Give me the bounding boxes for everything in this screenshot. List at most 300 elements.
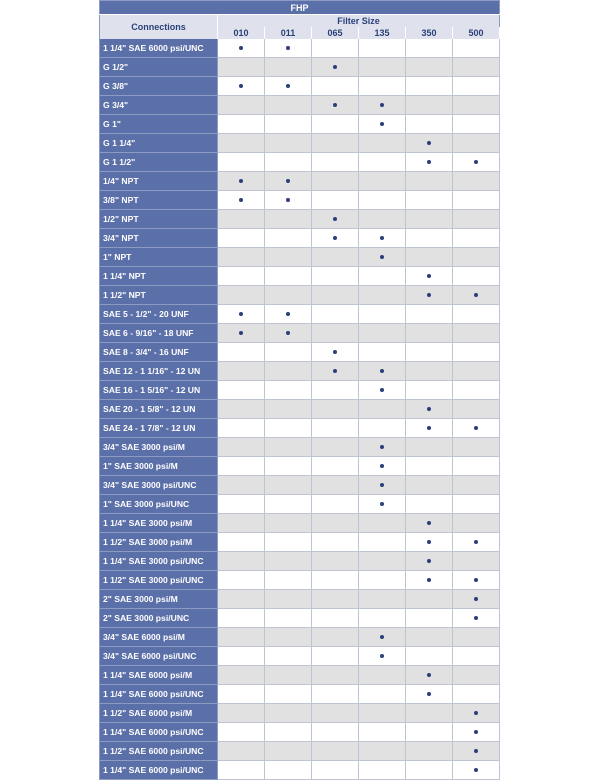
connection-label: G 1 1/2" <box>100 153 218 172</box>
cell-size-010 <box>218 761 265 780</box>
cell-size-350 <box>406 590 453 609</box>
cell-size-065 <box>312 267 359 286</box>
cell-size-350 <box>406 305 453 324</box>
cell-size-010 <box>218 58 265 77</box>
table-row <box>100 153 500 172</box>
compatible-dot-icon <box>474 616 478 620</box>
compatible-dot-icon <box>380 502 384 506</box>
cell-size-135 <box>359 647 406 666</box>
compatible-dot-icon <box>239 84 243 88</box>
cell-size-135 <box>359 286 406 305</box>
cell-size-010 <box>218 495 265 514</box>
cell-size-065 <box>312 761 359 780</box>
cell-size-500 <box>453 533 500 552</box>
cell-size-135 <box>359 571 406 590</box>
cell-size-011 <box>265 476 312 495</box>
cell-size-010 <box>218 419 265 438</box>
cell-size-500 <box>453 191 500 210</box>
cell-size-011 <box>265 723 312 742</box>
cell-size-135 <box>359 134 406 153</box>
cell-size-135 <box>359 476 406 495</box>
cell-size-010 <box>218 191 265 210</box>
cell-size-500 <box>453 362 500 381</box>
cell-size-500 <box>453 457 500 476</box>
cell-size-500 <box>453 495 500 514</box>
compatible-dot-icon <box>286 198 290 202</box>
cell-size-011 <box>265 609 312 628</box>
cell-size-350 <box>406 685 453 704</box>
connection-label: 3/4" SAE 3000 psi/M <box>100 438 218 457</box>
cell-size-065 <box>312 685 359 704</box>
cell-size-500 <box>453 343 500 362</box>
cell-size-350 <box>406 647 453 666</box>
connection-label: 1 1/2" SAE 3000 psi/M <box>100 533 218 552</box>
compatible-dot-icon <box>474 749 478 753</box>
cell-size-500 <box>453 552 500 571</box>
compatible-dot-icon <box>427 673 431 677</box>
cell-size-010 <box>218 666 265 685</box>
cell-size-010 <box>218 153 265 172</box>
table-row <box>100 495 500 514</box>
filter-size-header: Filter Size <box>218 15 500 28</box>
cell-size-065 <box>312 134 359 153</box>
cell-size-010 <box>218 742 265 761</box>
cell-size-135 <box>359 552 406 571</box>
compatible-dot-icon <box>380 635 384 639</box>
cell-size-011 <box>265 514 312 533</box>
cell-size-010 <box>218 723 265 742</box>
cell-size-500 <box>453 153 500 172</box>
compatible-dot-icon <box>380 255 384 259</box>
cell-size-065 <box>312 704 359 723</box>
cell-size-011 <box>265 305 312 324</box>
table-row <box>100 77 500 96</box>
connections-filter-size-table <box>99 0 500 780</box>
cell-size-350 <box>406 77 453 96</box>
cell-size-010 <box>218 172 265 191</box>
cell-size-500 <box>453 438 500 457</box>
cell-size-011 <box>265 419 312 438</box>
cell-size-350 <box>406 343 453 362</box>
cell-size-135 <box>359 58 406 77</box>
cell-size-350 <box>406 362 453 381</box>
compatible-dot-icon <box>474 597 478 601</box>
connection-label: 1 1/4" SAE 6000 psi/UNC <box>100 39 218 58</box>
connection-label: 1/2" NPT <box>100 210 218 229</box>
cell-size-350 <box>406 96 453 115</box>
cell-size-010 <box>218 381 265 400</box>
cell-size-065 <box>312 514 359 533</box>
table-row <box>100 742 500 761</box>
cell-size-010 <box>218 248 265 267</box>
connection-label: 1 1/4" SAE 3000 psi/M <box>100 514 218 533</box>
cell-size-500 <box>453 248 500 267</box>
cell-size-011 <box>265 115 312 134</box>
cell-size-011 <box>265 96 312 115</box>
cell-size-350 <box>406 324 453 343</box>
cell-size-350 <box>406 172 453 191</box>
table-row <box>100 134 500 153</box>
cell-size-011 <box>265 172 312 191</box>
cell-size-065 <box>312 286 359 305</box>
cell-size-065 <box>312 400 359 419</box>
cell-size-350 <box>406 438 453 457</box>
cell-size-065 <box>312 210 359 229</box>
connection-label: 1 1/4" SAE 6000 psi/M <box>100 666 218 685</box>
cell-size-500 <box>453 305 500 324</box>
connection-label: 3/4" SAE 6000 psi/UNC <box>100 647 218 666</box>
cell-size-010 <box>218 324 265 343</box>
table-row <box>100 590 500 609</box>
connection-label: G 3/8" <box>100 77 218 96</box>
connection-label: SAE 8 - 3/4" - 16 UNF <box>100 343 218 362</box>
table-row <box>100 305 500 324</box>
connection-label: G 1 1/4" <box>100 134 218 153</box>
compatible-dot-icon <box>427 578 431 582</box>
compatible-dot-icon <box>333 65 337 69</box>
cell-size-010 <box>218 343 265 362</box>
cell-size-065 <box>312 438 359 457</box>
cell-size-500 <box>453 381 500 400</box>
cell-size-010 <box>218 134 265 153</box>
cell-size-135 <box>359 305 406 324</box>
cell-size-135 <box>359 761 406 780</box>
table-row <box>100 381 500 400</box>
cell-size-135 <box>359 172 406 191</box>
table-row <box>100 172 500 191</box>
cell-size-011 <box>265 552 312 571</box>
connection-label: 1 1/4" SAE 6000 psi/UNC <box>100 761 218 780</box>
cell-size-350 <box>406 191 453 210</box>
cell-size-135 <box>359 362 406 381</box>
cell-size-135 <box>359 115 406 134</box>
table-row <box>100 533 500 552</box>
cell-size-010 <box>218 628 265 647</box>
cell-size-010 <box>218 514 265 533</box>
table-row <box>100 514 500 533</box>
cell-size-135 <box>359 381 406 400</box>
connection-label: 1 1/4" SAE 3000 psi/UNC <box>100 552 218 571</box>
cell-size-350 <box>406 666 453 685</box>
cell-size-350 <box>406 552 453 571</box>
table-row <box>100 628 500 647</box>
cell-size-065 <box>312 305 359 324</box>
cell-size-135 <box>359 400 406 419</box>
cell-size-350 <box>406 571 453 590</box>
cell-size-065 <box>312 609 359 628</box>
cell-size-011 <box>265 495 312 514</box>
cell-size-065 <box>312 381 359 400</box>
cell-size-135 <box>359 248 406 267</box>
cell-size-011 <box>265 628 312 647</box>
cell-size-500 <box>453 419 500 438</box>
compatible-dot-icon <box>286 46 290 50</box>
cell-size-500 <box>453 96 500 115</box>
cell-size-011 <box>265 457 312 476</box>
compatible-dot-icon <box>239 179 243 183</box>
connection-label: G 3/4" <box>100 96 218 115</box>
cell-size-135 <box>359 685 406 704</box>
table-row <box>100 286 500 305</box>
cell-size-350 <box>406 248 453 267</box>
compatible-dot-icon <box>380 388 384 392</box>
cell-size-011 <box>265 666 312 685</box>
cell-size-065 <box>312 647 359 666</box>
cell-size-500 <box>453 571 500 590</box>
cell-size-500 <box>453 628 500 647</box>
cell-size-010 <box>218 39 265 58</box>
compatible-dot-icon <box>333 350 337 354</box>
cell-size-350 <box>406 115 453 134</box>
cell-size-500 <box>453 476 500 495</box>
cell-size-065 <box>312 723 359 742</box>
compatible-dot-icon <box>333 103 337 107</box>
cell-size-500 <box>453 172 500 191</box>
table-row <box>100 609 500 628</box>
cell-size-065 <box>312 590 359 609</box>
cell-size-010 <box>218 647 265 666</box>
compatible-dot-icon <box>380 122 384 126</box>
cell-size-350 <box>406 457 453 476</box>
cell-size-010 <box>218 533 265 552</box>
connection-label: SAE 5 - 1/2" - 20 UNF <box>100 305 218 324</box>
cell-size-135 <box>359 590 406 609</box>
connection-label: 1 1/4" SAE 6000 psi/UNC <box>100 723 218 742</box>
cell-size-065 <box>312 533 359 552</box>
compatible-dot-icon <box>427 426 431 430</box>
table-row <box>100 419 500 438</box>
connection-label: 1/4" NPT <box>100 172 218 191</box>
table-row <box>100 438 500 457</box>
cell-size-350 <box>406 419 453 438</box>
cell-size-065 <box>312 153 359 172</box>
cell-size-011 <box>265 153 312 172</box>
compatible-dot-icon <box>474 768 478 772</box>
table-row <box>100 457 500 476</box>
cell-size-135 <box>359 457 406 476</box>
cell-size-010 <box>218 457 265 476</box>
cell-size-065 <box>312 191 359 210</box>
cell-size-135 <box>359 343 406 362</box>
cell-size-011 <box>265 761 312 780</box>
cell-size-011 <box>265 742 312 761</box>
cell-size-010 <box>218 400 265 419</box>
cell-size-010 <box>218 362 265 381</box>
table-row <box>100 552 500 571</box>
cell-size-065 <box>312 343 359 362</box>
table-row <box>100 343 500 362</box>
table-row <box>100 210 500 229</box>
table-row <box>100 476 500 495</box>
compatible-dot-icon <box>239 312 243 316</box>
cell-size-500 <box>453 229 500 248</box>
cell-size-011 <box>265 191 312 210</box>
compatible-dot-icon <box>427 521 431 525</box>
cell-size-135 <box>359 438 406 457</box>
cell-size-010 <box>218 571 265 590</box>
compatible-dot-icon <box>239 46 243 50</box>
cell-size-010 <box>218 704 265 723</box>
compatible-dot-icon <box>427 692 431 696</box>
compatible-dot-icon <box>427 293 431 297</box>
cell-size-135 <box>359 39 406 58</box>
cell-size-010 <box>218 229 265 248</box>
cell-size-011 <box>265 647 312 666</box>
cell-size-135 <box>359 191 406 210</box>
table-title: FHP <box>100 1 500 15</box>
cell-size-350 <box>406 761 453 780</box>
cell-size-350 <box>406 267 453 286</box>
compatible-dot-icon <box>474 730 478 734</box>
connection-label: 3/4" SAE 6000 psi/M <box>100 628 218 647</box>
compatible-dot-icon <box>380 236 384 240</box>
cell-size-011 <box>265 324 312 343</box>
connection-label: 1" SAE 3000 psi/M <box>100 457 218 476</box>
table-row <box>100 362 500 381</box>
cell-size-010 <box>218 286 265 305</box>
compatible-dot-icon <box>380 103 384 107</box>
compatible-dot-icon <box>380 464 384 468</box>
compatible-dot-icon <box>380 483 384 487</box>
cell-size-500 <box>453 704 500 723</box>
cell-size-065 <box>312 324 359 343</box>
cell-size-350 <box>406 609 453 628</box>
cell-size-500 <box>453 761 500 780</box>
cell-size-135 <box>359 96 406 115</box>
cell-size-065 <box>312 39 359 58</box>
table-row <box>100 400 500 419</box>
connections-header: Connections <box>100 15 218 40</box>
compatible-dot-icon <box>427 540 431 544</box>
compatible-dot-icon <box>333 217 337 221</box>
table-row <box>100 723 500 742</box>
compatible-dot-icon <box>333 236 337 240</box>
cell-size-500 <box>453 514 500 533</box>
compatible-dot-icon <box>239 198 243 202</box>
cell-size-010 <box>218 476 265 495</box>
cell-size-500 <box>453 210 500 229</box>
cell-size-065 <box>312 628 359 647</box>
cell-size-350 <box>406 514 453 533</box>
table-body <box>100 39 500 780</box>
connection-label: 2" SAE 3000 psi/M <box>100 590 218 609</box>
size-header-350: 350 <box>406 27 453 39</box>
cell-size-350 <box>406 742 453 761</box>
compatible-dot-icon <box>286 179 290 183</box>
cell-size-011 <box>265 685 312 704</box>
table-row <box>100 647 500 666</box>
cell-size-011 <box>265 343 312 362</box>
cell-size-065 <box>312 742 359 761</box>
cell-size-010 <box>218 305 265 324</box>
compatible-dot-icon <box>380 445 384 449</box>
connection-label: 1 1/2" NPT <box>100 286 218 305</box>
cell-size-065 <box>312 96 359 115</box>
compatibility-table-wrapper <box>99 0 500 780</box>
cell-size-135 <box>359 514 406 533</box>
connection-label: 3/8" NPT <box>100 191 218 210</box>
connection-label: 1 1/2" SAE 3000 psi/UNC <box>100 571 218 590</box>
connection-label: 1 1/4" SAE 6000 psi/UNC <box>100 685 218 704</box>
cell-size-135 <box>359 628 406 647</box>
connection-label: 1" SAE 3000 psi/UNC <box>100 495 218 514</box>
connection-label: 1 1/4" NPT <box>100 267 218 286</box>
cell-size-500 <box>453 115 500 134</box>
compatible-dot-icon <box>286 331 290 335</box>
cell-size-135 <box>359 742 406 761</box>
cell-size-350 <box>406 210 453 229</box>
cell-size-500 <box>453 267 500 286</box>
cell-size-350 <box>406 39 453 58</box>
cell-size-011 <box>265 39 312 58</box>
connection-label: SAE 12 - 1 1/16" - 12 UN <box>100 362 218 381</box>
cell-size-011 <box>265 229 312 248</box>
cell-size-011 <box>265 248 312 267</box>
cell-size-010 <box>218 438 265 457</box>
cell-size-010 <box>218 685 265 704</box>
size-header-010: 010 <box>218 27 265 39</box>
table-row <box>100 96 500 115</box>
cell-size-010 <box>218 552 265 571</box>
cell-size-065 <box>312 172 359 191</box>
cell-size-010 <box>218 267 265 286</box>
cell-size-065 <box>312 495 359 514</box>
cell-size-011 <box>265 210 312 229</box>
cell-size-135 <box>359 267 406 286</box>
table-row <box>100 685 500 704</box>
connection-label: SAE 24 - 1 7/8" - 12 UN <box>100 419 218 438</box>
cell-size-011 <box>265 704 312 723</box>
cell-size-135 <box>359 723 406 742</box>
cell-size-500 <box>453 324 500 343</box>
cell-size-010 <box>218 609 265 628</box>
connection-label: 3/4" NPT <box>100 229 218 248</box>
compatible-dot-icon <box>474 711 478 715</box>
table-row <box>100 229 500 248</box>
table-row <box>100 324 500 343</box>
connection-label: 1" NPT <box>100 248 218 267</box>
cell-size-135 <box>359 419 406 438</box>
compatible-dot-icon <box>427 274 431 278</box>
table-row <box>100 571 500 590</box>
compatible-dot-icon <box>474 160 478 164</box>
cell-size-350 <box>406 400 453 419</box>
compatible-dot-icon <box>286 84 290 88</box>
cell-size-350 <box>406 533 453 552</box>
cell-size-135 <box>359 229 406 248</box>
connection-label: 3/4" SAE 3000 psi/UNC <box>100 476 218 495</box>
compatible-dot-icon <box>427 559 431 563</box>
compatible-dot-icon <box>474 293 478 297</box>
table-row <box>100 761 500 780</box>
table-row <box>100 704 500 723</box>
cell-size-500 <box>453 609 500 628</box>
compatible-dot-icon <box>427 141 431 145</box>
cell-size-065 <box>312 552 359 571</box>
cell-size-500 <box>453 723 500 742</box>
cell-size-065 <box>312 419 359 438</box>
cell-size-065 <box>312 248 359 267</box>
compatible-dot-icon <box>286 312 290 316</box>
cell-size-135 <box>359 666 406 685</box>
connection-label: G 1" <box>100 115 218 134</box>
cell-size-011 <box>265 571 312 590</box>
cell-size-500 <box>453 590 500 609</box>
cell-size-010 <box>218 115 265 134</box>
cell-size-011 <box>265 590 312 609</box>
cell-size-500 <box>453 77 500 96</box>
cell-size-500 <box>453 58 500 77</box>
